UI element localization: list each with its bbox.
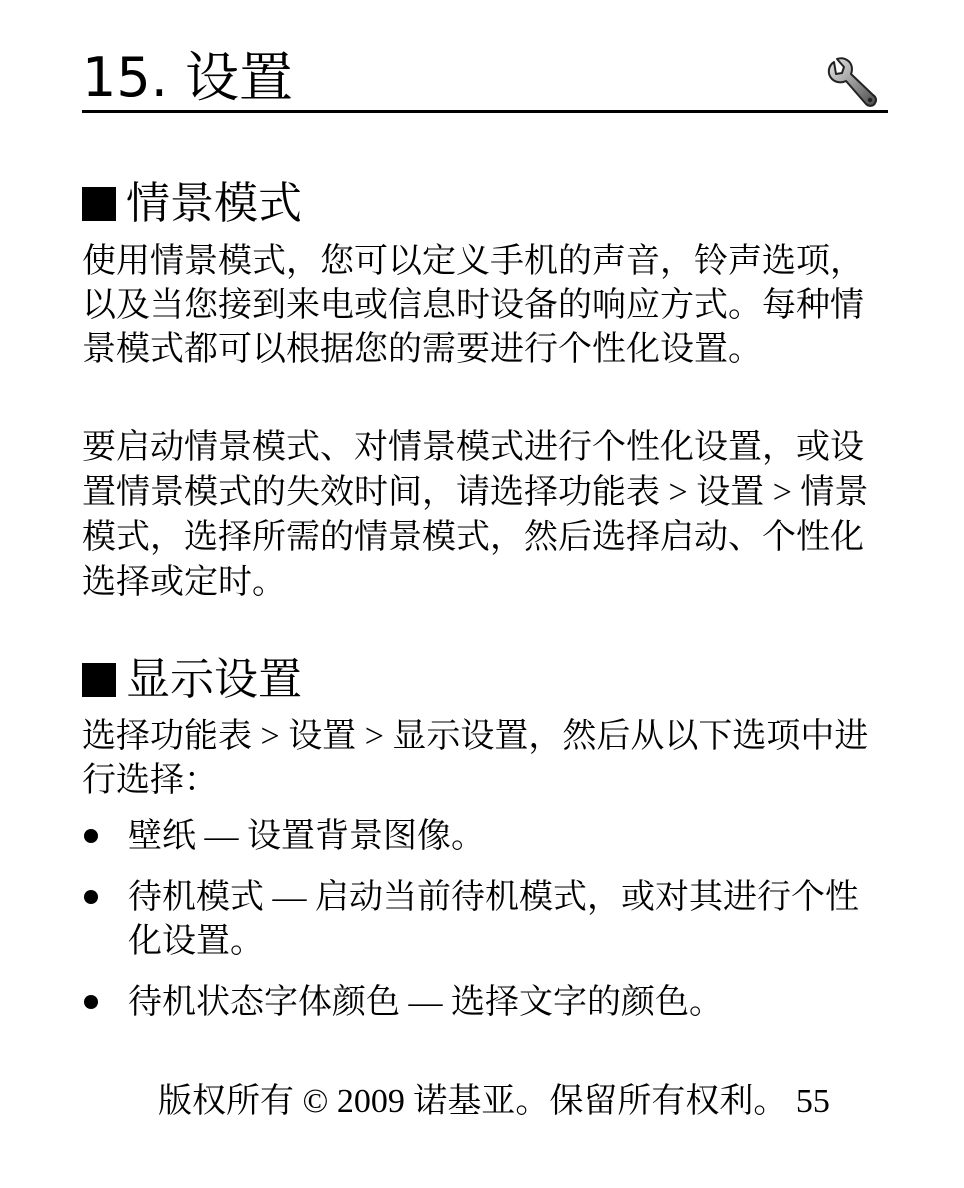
bullet-dot-icon — [84, 890, 98, 904]
option-term: 待机状态字体颜色 — [128, 982, 400, 1022]
settings-term: 设置 — [288, 716, 357, 756]
section-heading-display — [82, 652, 302, 708]
activate-term: 启动 — [660, 517, 728, 557]
profiles-description: 使用情景模式，您可以定义手机的声音，铃声选项，以及当您接到来电或信息时设备的响应方式。每种情景模式都可以根据您的需要进行个性化设置。 — [82, 243, 864, 368]
separator: > — [660, 474, 697, 511]
text-run: 要启动情景模式、对情景模式进行个性化设置，或设置情景模式的失效时间，请选择 — [82, 429, 864, 511]
square-bullet-icon — [82, 187, 116, 221]
page — [82, 0, 888, 1188]
option-term: 壁纸 — [128, 816, 196, 856]
option-desc: — 选择文字的颜色。 — [400, 984, 723, 1021]
display-intro — [82, 714, 888, 803]
wrench-icon — [824, 56, 880, 112]
bullet-dot-icon — [84, 995, 98, 1009]
profiles-instructions — [82, 426, 888, 605]
list-item — [82, 980, 888, 1025]
display-options-list — [82, 814, 888, 1025]
display-term: 显示设置 — [392, 716, 529, 756]
text-run: 。 — [252, 564, 286, 601]
chapter-header — [82, 44, 888, 114]
page-number: 55 — [795, 1083, 830, 1120]
chapter-title: 15. 设置 — [82, 46, 294, 109]
text-run: ，选择所需的情景模式，然后选择 — [150, 519, 660, 556]
section-heading-profiles — [82, 176, 302, 232]
separator: > — [356, 718, 393, 755]
option-term: 待机模式 — [128, 877, 264, 917]
separator: > — [252, 718, 289, 755]
text-run: ，然后从以下选项中进行选择： — [82, 718, 869, 799]
separator: > — [764, 474, 801, 511]
header-rule — [82, 110, 888, 113]
list-item — [82, 814, 888, 859]
text-run: 、 — [728, 519, 762, 556]
text-run: 或 — [150, 564, 184, 601]
profiles-term: 情景模式 — [82, 472, 869, 557]
settings-term: 设置 — [696, 472, 765, 512]
square-bullet-icon — [82, 663, 116, 697]
section-heading-text: 显示设置 — [126, 654, 302, 705]
menu-term: 功能表 — [150, 716, 252, 756]
copyright-text: 版权所有 © 2009 诺基亚。保留所有权利。 — [158, 1083, 788, 1120]
footer — [158, 1080, 830, 1124]
bullet-dot-icon — [84, 829, 98, 843]
list-item — [82, 875, 888, 964]
menu-term: 功能表 — [558, 472, 660, 512]
timed-term: 定时 — [184, 562, 252, 602]
section-heading-text: 情景模式 — [126, 178, 302, 229]
personalize-term: 个性化选择 — [82, 517, 864, 602]
text-run: 选择 — [82, 718, 150, 755]
option-desc: — 启动当前待机模式，或对其进行个性化设置。 — [128, 879, 859, 960]
option-desc: — 设置背景图像。 — [196, 818, 485, 855]
